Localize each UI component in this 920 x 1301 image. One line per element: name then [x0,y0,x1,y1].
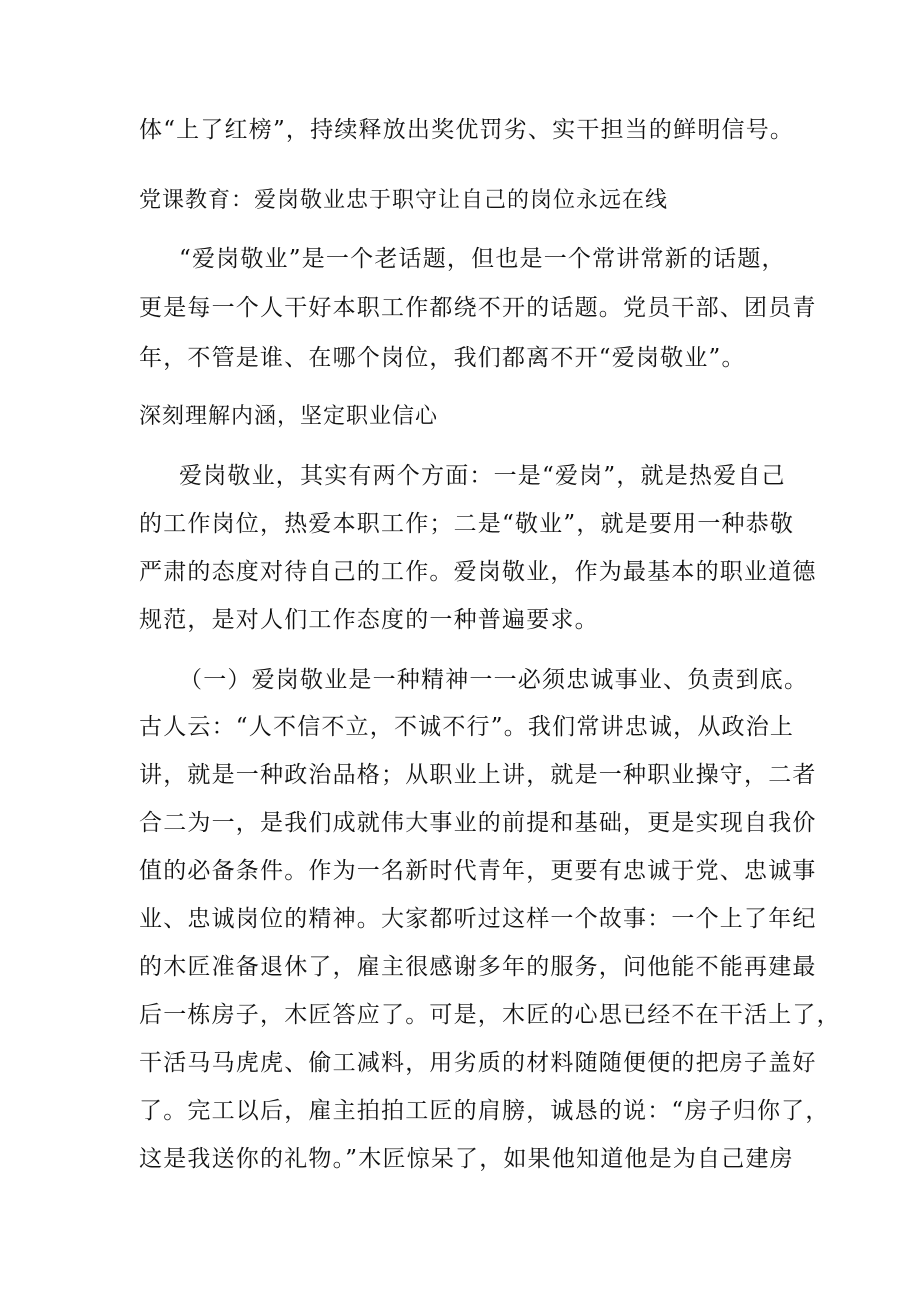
point-one-line-1: （一）爱岗敬业是一种精神一一必须忠诚事业、负责到底。 [179,667,809,693]
point-one-line-4: 合二为一，是我们成就伟大事业的前提和基础，更是实现自我价 [139,810,817,836]
section-line-2: 的工作岗位，热爱本职工作；二是“敬业”，就是要用一种恭敬 [139,511,795,537]
intro-line-3: 年，不管是谁、在哪个岗位，我们都离不开“爱岗敬业”。 [139,345,746,371]
intro-line-2: 更是每一个人干好本职工作都绕不开的话题。党员干部、团员青 [139,295,817,321]
point-one-line-8: 后一栋房子，木匠答应了。可是，木匠的心思已经不在干活上了， [139,1002,841,1028]
section-line-1: 爱岗敬业，其实有两个方面：一是“爱岗”，就是热爱自己 [179,463,786,489]
point-one-line-6: 业、忠诚岗位的精神。大家都听过这样一个故事：一个上了年纪 [139,906,817,932]
point-one-line-2: 古人云：“人不信不立，不诚不行”。我们常讲忠诚，从政治上 [139,714,795,740]
point-one-line-11: 这是我送你的礼物。”木匠惊呆了，如果他知道他是为自己建房 [139,1146,794,1172]
point-one-line-10: 了。完工以后，雇主拍拍工匠的肩膀，诚恳的说：“房子归你了， [139,1098,830,1124]
document-title: 党课教育：爱岗敬业忠于职守让自己的岗位永远在线 [139,188,669,213]
opening-line: 体“上了红榜”，持续释放出奖优罚劣、实干担当的鲜明信号。 [139,117,795,143]
point-one-line-7: 的木匠准备退休了，雇主很感谢多年的服务，问他能不能再建最 [139,954,817,980]
point-one-line-3: 讲，就是一种政治品格；从职业上讲，就是一种职业操守，二者 [139,762,817,788]
intro-line-1: “爱岗敬业”是一个老话题，但也是一个常讲常新的话题， [179,246,786,272]
section-line-4: 规范，是对人们工作态度的一种普遍要求。 [139,607,599,633]
point-one-line-5: 值的必备条件。作为一名新时代青年，更要有忠诚于党、忠诚事 [139,858,817,884]
section-line-3: 严肃的态度对待自己的工作。爱岗敬业，作为最基本的职业道德 [139,559,817,585]
section-heading: 深刻理解内涵，坚定职业信心 [139,404,439,429]
point-one-line-9: 干活马马虎虎、偷工减料，用劣质的材料随随便便的把房子盖好 [139,1050,817,1076]
